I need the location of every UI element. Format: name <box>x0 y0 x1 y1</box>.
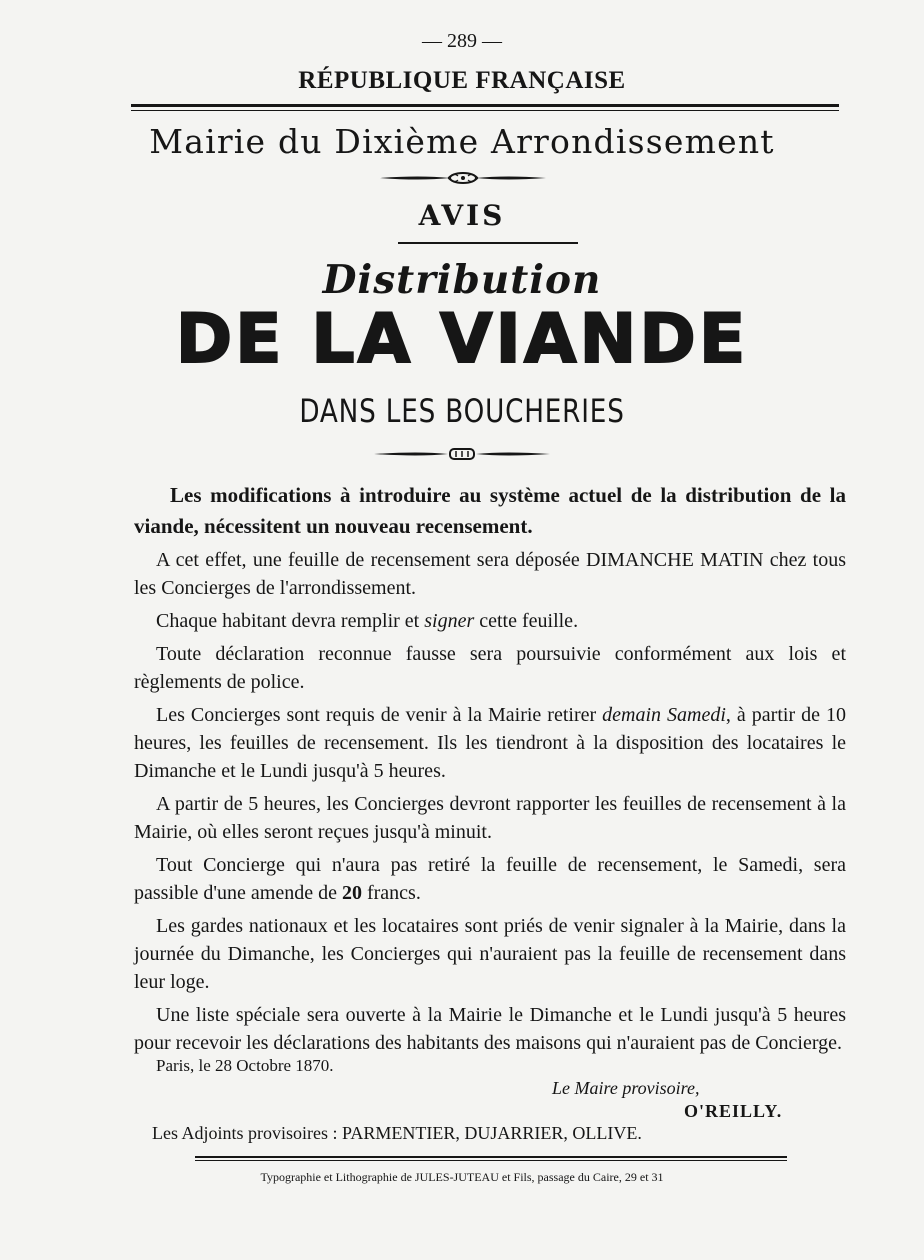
paragraph-4-emphasis: demain Samedi <box>602 704 726 726</box>
paragraph-1: A cet effet, une feuille de recensement sera déposée DIMANCHE MATIN chez tous les Concierges de l'arrondissement. <box>134 549 846 599</box>
header-rule <box>131 104 839 107</box>
paragraph-2-emphasis: signer <box>424 610 475 632</box>
paragraph-6-end: francs. <box>361 882 421 904</box>
paragraph-5: A partir de 5 heures, les Concierges devront rapporter les feuilles de recensement à la Mairie, où elles seront reçues jusqu'à minuit. <box>134 793 846 843</box>
paragraph-7: Les gardes nationaux et les locataires sont priés de venir signaler à la Mairie, dans la journée du Dimanche, les Concierges qui n'auraient pas la feuille de recensement dans leur loge. <box>134 915 846 993</box>
paragraph-6 <box>134 851 846 907</box>
mayor-name: O'REILLY. <box>684 1101 783 1121</box>
footer-rule-thin <box>195 1160 787 1161</box>
notice-kind: AVIS <box>418 199 506 232</box>
title-boucheries: DANS LES BOUCHERIES <box>299 392 625 430</box>
date-line: Paris, le 28 Octobre 1870. <box>156 1056 334 1075</box>
paragraph-6-text: Tout Concierge qui n'aura pas retiré la feuille de recensement, le Samedi, sera passible d'une amende de <box>134 854 846 904</box>
ornament-divider-icon <box>380 171 546 185</box>
header-rule-thin <box>131 110 839 111</box>
ornament-divider-icon <box>374 447 550 461</box>
fine-amount: 20 <box>341 882 362 904</box>
page-number: — 289 — <box>422 30 502 52</box>
paragraph-3: Toute déclaration reconnue fausse sera poursuivie conformément aux lois et règlements de police. <box>134 643 846 693</box>
paragraph-8: Une liste spéciale sera ouverte à la Mairie le Dimanche et le Lundi jusqu'à 5 heures pour recevoir les déclarations des habitants des maisons qui n'auraient pas de Concierge. <box>134 1004 846 1054</box>
paragraph-2-end: cette feuille. <box>474 610 579 632</box>
title-viande: DE LA VIANDE <box>175 300 749 379</box>
title-distribution: Distribution <box>322 257 602 303</box>
avis-underline <box>398 242 578 244</box>
issuer-heading: Mairie du Dixième Arrondissement <box>149 122 775 161</box>
printer-imprint: Typographie et Lithographie de JULES-JUTEAU et Fils, passage du Caire, 29 et 31 <box>260 1170 664 1184</box>
intro-paragraph: Les modifications à introduire au système actuel de la distribution de la viande, nécessitent un nouveau recensement. <box>134 483 846 538</box>
paragraph-4-end: , à partir de 10 heures, les feuilles de recensement. Ils les tiendront à la disposition des locataires le Dimanche et le Lundi jusqu'à 5 heures. <box>134 704 846 782</box>
paragraph-2-text: Chaque habitant devra remplir et <box>156 610 425 632</box>
paragraph-4-text: Les Concierges sont requis de venir à la Mairie retirer <box>156 704 603 726</box>
paragraph-2 <box>134 607 846 635</box>
mayor-title: Le Maire provisoire, <box>552 1078 700 1098</box>
adjoints-line: Les Adjoints provisoires : PARMENTIER, DUJARRIER, OLLIVE. <box>152 1123 642 1143</box>
notice-body <box>134 546 846 1062</box>
footer-rule <box>195 1156 787 1158</box>
republic-heading: RÉPUBLIQUE FRANÇAISE <box>298 67 626 94</box>
paragraph-4 <box>134 701 846 785</box>
